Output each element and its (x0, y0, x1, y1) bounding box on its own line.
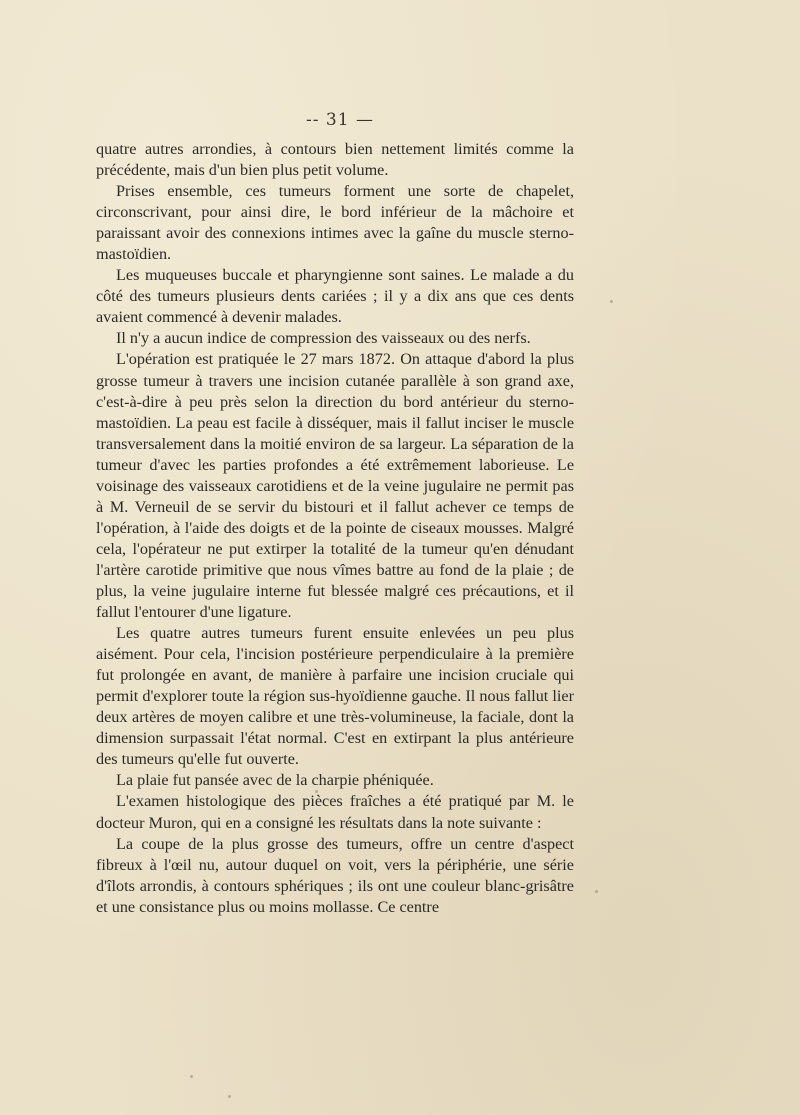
paragraph: Les quatre autres tumeurs furent ensuite enlevées un peu plus aisément. Pour cela, l'incision postérieure perpendiculaire à la première fut prolongée en avant, de manière à parfaire une incision cruciale qui permit d'explorer toute la région sus-hyoïdienne gauche. Il nous fallut lier deux artères de moyen calibre et une très-volumineuse, la faciale, dont la dimension surpassait l'état normal. C'est en extirpant la plus antérieure des tumeurs qu'elle fut ouverte. (96, 624, 574, 769)
paragraph: L'examen histologique des pièces fraîches a été pratiqué par M. le docteur Muron, qui en a consigné les résultats dans la note suivante : (96, 792, 574, 832)
paragraph: Les muqueuses buccale et pharyngienne sont saines. Le malade a du côté des tumeurs plusieurs dents cariées ; il y a dix ans que ces dents avaient commencé à devenir malades. (96, 266, 574, 327)
paragraph: Prises ensemble, ces tumeurs forment une sorte de chapelet, circonscrivant, pour ainsi dire, le bord inférieur de la mâchoire et paraissant avoir des connexions intimes avec la gaîne du muscle sterno-mastoïdien. (96, 182, 574, 264)
paragraph: La plaie fut pansée avec de la charpie phéniquée. (116, 771, 434, 790)
paragraph: quatre autres arrondies, à contours bien nettement limités comme la précédente, mais d'un bien plus petit volume. (96, 140, 574, 180)
paragraph: L'opération est pratiquée le 27 mars 1872. On attaque d'abord la plus grosse tumeur à travers une incision cutanée parallèle à son grand axe, c'est-à-dire à peu près selon la direction du bord antérieur du sterno-mastoïdien. La peau est facile à disséquer, mais il fallut inciser le muscle transversalement dans la moitié environ de sa largeur. La séparation de la tumeur d'avec les parties profondes a été extrêmement laborieuse. Le voisinage des vaisseaux carotidiens et de la veine jugulaire ne permit pas à M. Verneuil de se servir du bistouri et il fallut achever ce temps de l'opération, à l'aide des doigts et de la pointe de ciseaux mousses. Malgré cela, l'opérateur ne put extirper la totalité de la tumeur qu'en dénudant l'artère carotide primitive que nous vîmes battre au fond de la plaie ; de plus, la veine jugulaire interne fut blessée malgré ces précautions, et il fallut l'entourer d'une ligature. (96, 350, 574, 622)
paper-speck (315, 790, 318, 793)
body-text (96, 139, 574, 918)
paper-speck (228, 1095, 231, 1098)
paper-speck (190, 1075, 193, 1078)
paragraph: Il n'y a aucun indice de compression des vaisseaux ou des nerfs. (116, 329, 531, 348)
paper-speck (595, 890, 598, 893)
paragraph: La coupe de la plus grosse des tumeurs, offre un centre d'aspect fibreux à l'œil nu, autour duquel on voit, vers la périphérie, une série d'îlots arrondis, à contours sphériques ; ils ont une couleur blanc-grisâtre et une consistance plus ou moins mollasse. Ce centre (96, 834, 574, 916)
page-number: -- 31 — (306, 110, 374, 130)
paper-speck (610, 300, 613, 303)
